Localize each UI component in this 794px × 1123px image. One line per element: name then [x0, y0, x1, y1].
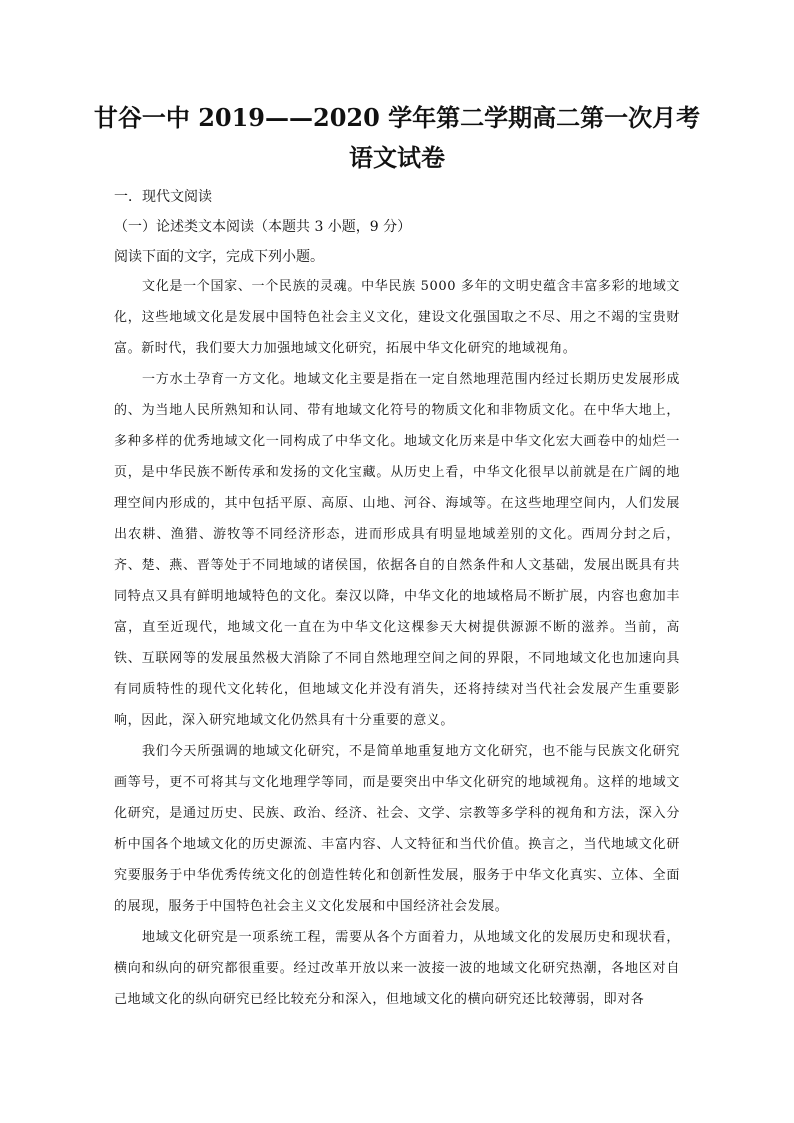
reading-instruction: 阅读下面的文字，完成下列小题。	[114, 249, 324, 265]
section-heading: 一．现代文阅读	[114, 189, 212, 205]
reading-passage	[114, 271, 680, 1015]
subsection-heading: （一）论述类文本阅读（本题共 3 小题，9 分）	[114, 219, 412, 235]
passage-paragraph-1: 文化是一个国家、一个民族的灵魂。中华民族 5000 多年的文明史蕴含丰富多彩的地域文化，这些地域文化是发展中国特色社会主义文化，建设文化强国取之不尽、用之不竭的宝贵财富。新时代，我们要大力加强地域文化研究，拓展中华文化研究的地域视角。	[114, 279, 680, 356]
exam-subtitle: 语文试卷	[349, 143, 445, 172]
passage-paragraph-4: 地域文化研究是一项系统工程，需要从各个方面着力，从地域文化的发展历史和现状看，横向和纵向的研究都很重要。经过改革开放以来一波接一波的地域文化研究热潮，各地区对自己地域文化的纵向研究已经比较充分和深入，但地域文化的横向研究还比较薄弱，即对各	[114, 930, 680, 1007]
passage-paragraph-2: 一方水土孕育一方文化。地域文化主要是指在一定自然地理范围内经过长期历史发展形成的、为当地人民所熟知和认同、带有地域文化符号的物质文化和非物质文化。在中华大地上，多种多样的优秀地域文化一同构成了中华文化。地域文化历来是中华文化宏大画卷中的灿烂一页，是中华民族不断传承和发扬的文化宝藏。从历史上看，中华文化很早以前就是在广阔的地理空间内形成的，其中包括平原、高原、山地、河谷、海域等。在这些地理空间内，人们发展出农耕、渔猎、游牧等不同经济形态，进而形成具有明显地域差别的文化。西周分封之后，齐、楚、燕、晋等处于不同地域的诸侯国，依据各自的自然条件和人文基础，发展出既具有共同特点又具有鲜明地域特色的文化。秦汉以降，中华文化的地域格局不断扩展，内容也愈加丰富，直至近现代，地域文化一直在为中华文化这棵参天大树提供源源不断的滋养。当前，高铁、互联网等的发展虽然极大消除了不同自然地理空间之间的界限，不同地域文化也加速向具有同质特性的现代文化转化，但地域文化并没有消失，还将持续对当代社会发展产生重要影响，因此，深入研究地域文化仍然具有十分重要的意义。	[114, 372, 680, 728]
passage-paragraph-3: 我们今天所强调的地域文化研究，不是简单地重复地方文化研究，也不能与民族文化研究画等号，更不可将其与文化地理学等同，而是要突出中华文化研究的地域视角。这样的地域文化研究，是通过历史、民族、政治、经济、社会、文学、宗教等多学科的视角和方法，深入分析中国各个地域文化的历史源流、丰富内容、人文特征和当代价值。换言之，当代地域文化研究要服务于中华优秀传统文化的创造性转化和创新性发展，服务于中华文化真实、立体、全面的展现，服务于中国特色社会主义文化发展和中国经济社会发展。	[114, 744, 680, 914]
exam-title: 甘谷一中 2019——2020 学年第二学期高二第一次月考	[93, 103, 701, 132]
